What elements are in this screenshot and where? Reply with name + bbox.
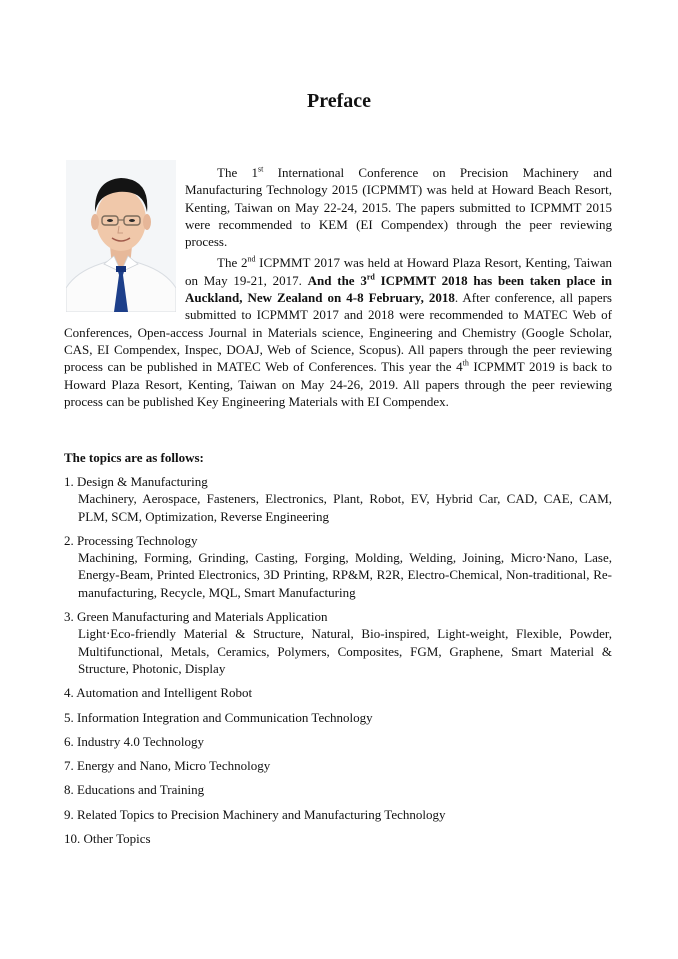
preface-text	[64, 164, 612, 414]
topic-title: 4. Automation and Intelligent Robot	[64, 685, 253, 701]
topic-item	[64, 757, 612, 774]
topic-detail: Light‧Eco-friendly Material & Structure, Natural, Bio-inspired, Light-weight, Flexible, Powder, Multifunctional, Metals, Ceramics, Polymers, Composites, FGM, Graphene, Smart Material & Structure, Photonic, Display	[78, 626, 612, 676]
page-title: Preface	[306, 90, 372, 112]
topics-heading: The topics are as follows:	[64, 450, 204, 465]
paragraph-later-conferences: The 2nd ICPMMT 2017 was held at Howard Plaza Resort, Kenting, Taiwan on May 19-21, 2017. And the 3rd ICPMMT 2018 has been taken place in Auckland, New Zealand on 4-8 February, 2018. After conference, all papers submitted to ICPMMT 2017 and 2018 were recommended to MATEC Web of Conferences, Open-access Journal in Materials science, Engineering and Chemistry (Google Scholar, CAS, EI Compendex, Inspec, DOAJ, Web of Science, Scopus). All papers through the peer reviewing process can be published in MATEC Web of Conferences. This year the 4th ICPMMT 2019 is back to Howard Plaza Resort, Kenting, Taiwan on May 24-26, 2019. All papers through the peer reviewing process can be published Key Engineering Materials with EI Compendex.	[64, 255, 612, 409]
topic-title: 1. Design & Manufacturing	[64, 474, 208, 489]
topic-title: 3. Green Manufacturing and Materials Application	[64, 609, 328, 625]
topic-title: 5. Information Integration and Communication Technology	[64, 709, 373, 725]
topic-title: 10. Other Topics	[64, 831, 151, 847]
topic-title: 7. Energy and Nano, Micro Technology	[64, 758, 271, 774]
topic-item	[64, 684, 612, 701]
topic-detail: Machining, Forming, Grinding, Casting, Forging, Molding, Welding, Joining, Micro‧Nano, Lase, Energy-Beam, Printed Electronics, 3D Printing, RP&M, R2R, Electro-Chemical, Non-traditional, Re-manufacturing, Recycle, MQL, Smart Manufacturing	[78, 550, 612, 600]
topic-detail: Machinery, Aerospace, Fasteners, Electronics, Plant, Robot, EV, Hybrid Car, CAD, CAE, CAM, PLM, SCM, Optimization, Reverse Engineering	[78, 491, 612, 524]
topic-item	[64, 806, 612, 823]
topic-title: 9. Related Topics to Precision Machinery and Manufacturing Technology	[64, 806, 446, 822]
paragraph-first-conference: The 1st International Conference on Precision Machinery and Manufacturing Technology 2015 (ICPMMT) was held at Howard Beach Resort, Kenting, Taiwan on May 22-24, 2015. The papers submitted to ICPMMT 2015 were recommended to KEM (EI Compendex) through the peer reviewing process.	[185, 164, 612, 250]
topic-item	[64, 830, 612, 847]
topic-item	[64, 532, 612, 601]
topic-title: 8. Educations and Training	[64, 782, 205, 798]
topic-item	[64, 608, 612, 677]
topic-item	[64, 781, 612, 798]
topic-item	[64, 733, 612, 750]
topic-title: 6. Industry 4.0 Technology	[64, 733, 205, 749]
topic-item	[64, 709, 612, 726]
photo-spacer	[64, 164, 185, 312]
topic-item	[64, 473, 612, 525]
topic-title: 2. Processing Technology	[64, 532, 198, 548]
topics-list	[64, 473, 612, 854]
emphasis-auckland: And the 3rd ICPMMT 2018 has been taken place in Auckland, New Zealand on 4-8 February, 2018	[185, 272, 612, 306]
